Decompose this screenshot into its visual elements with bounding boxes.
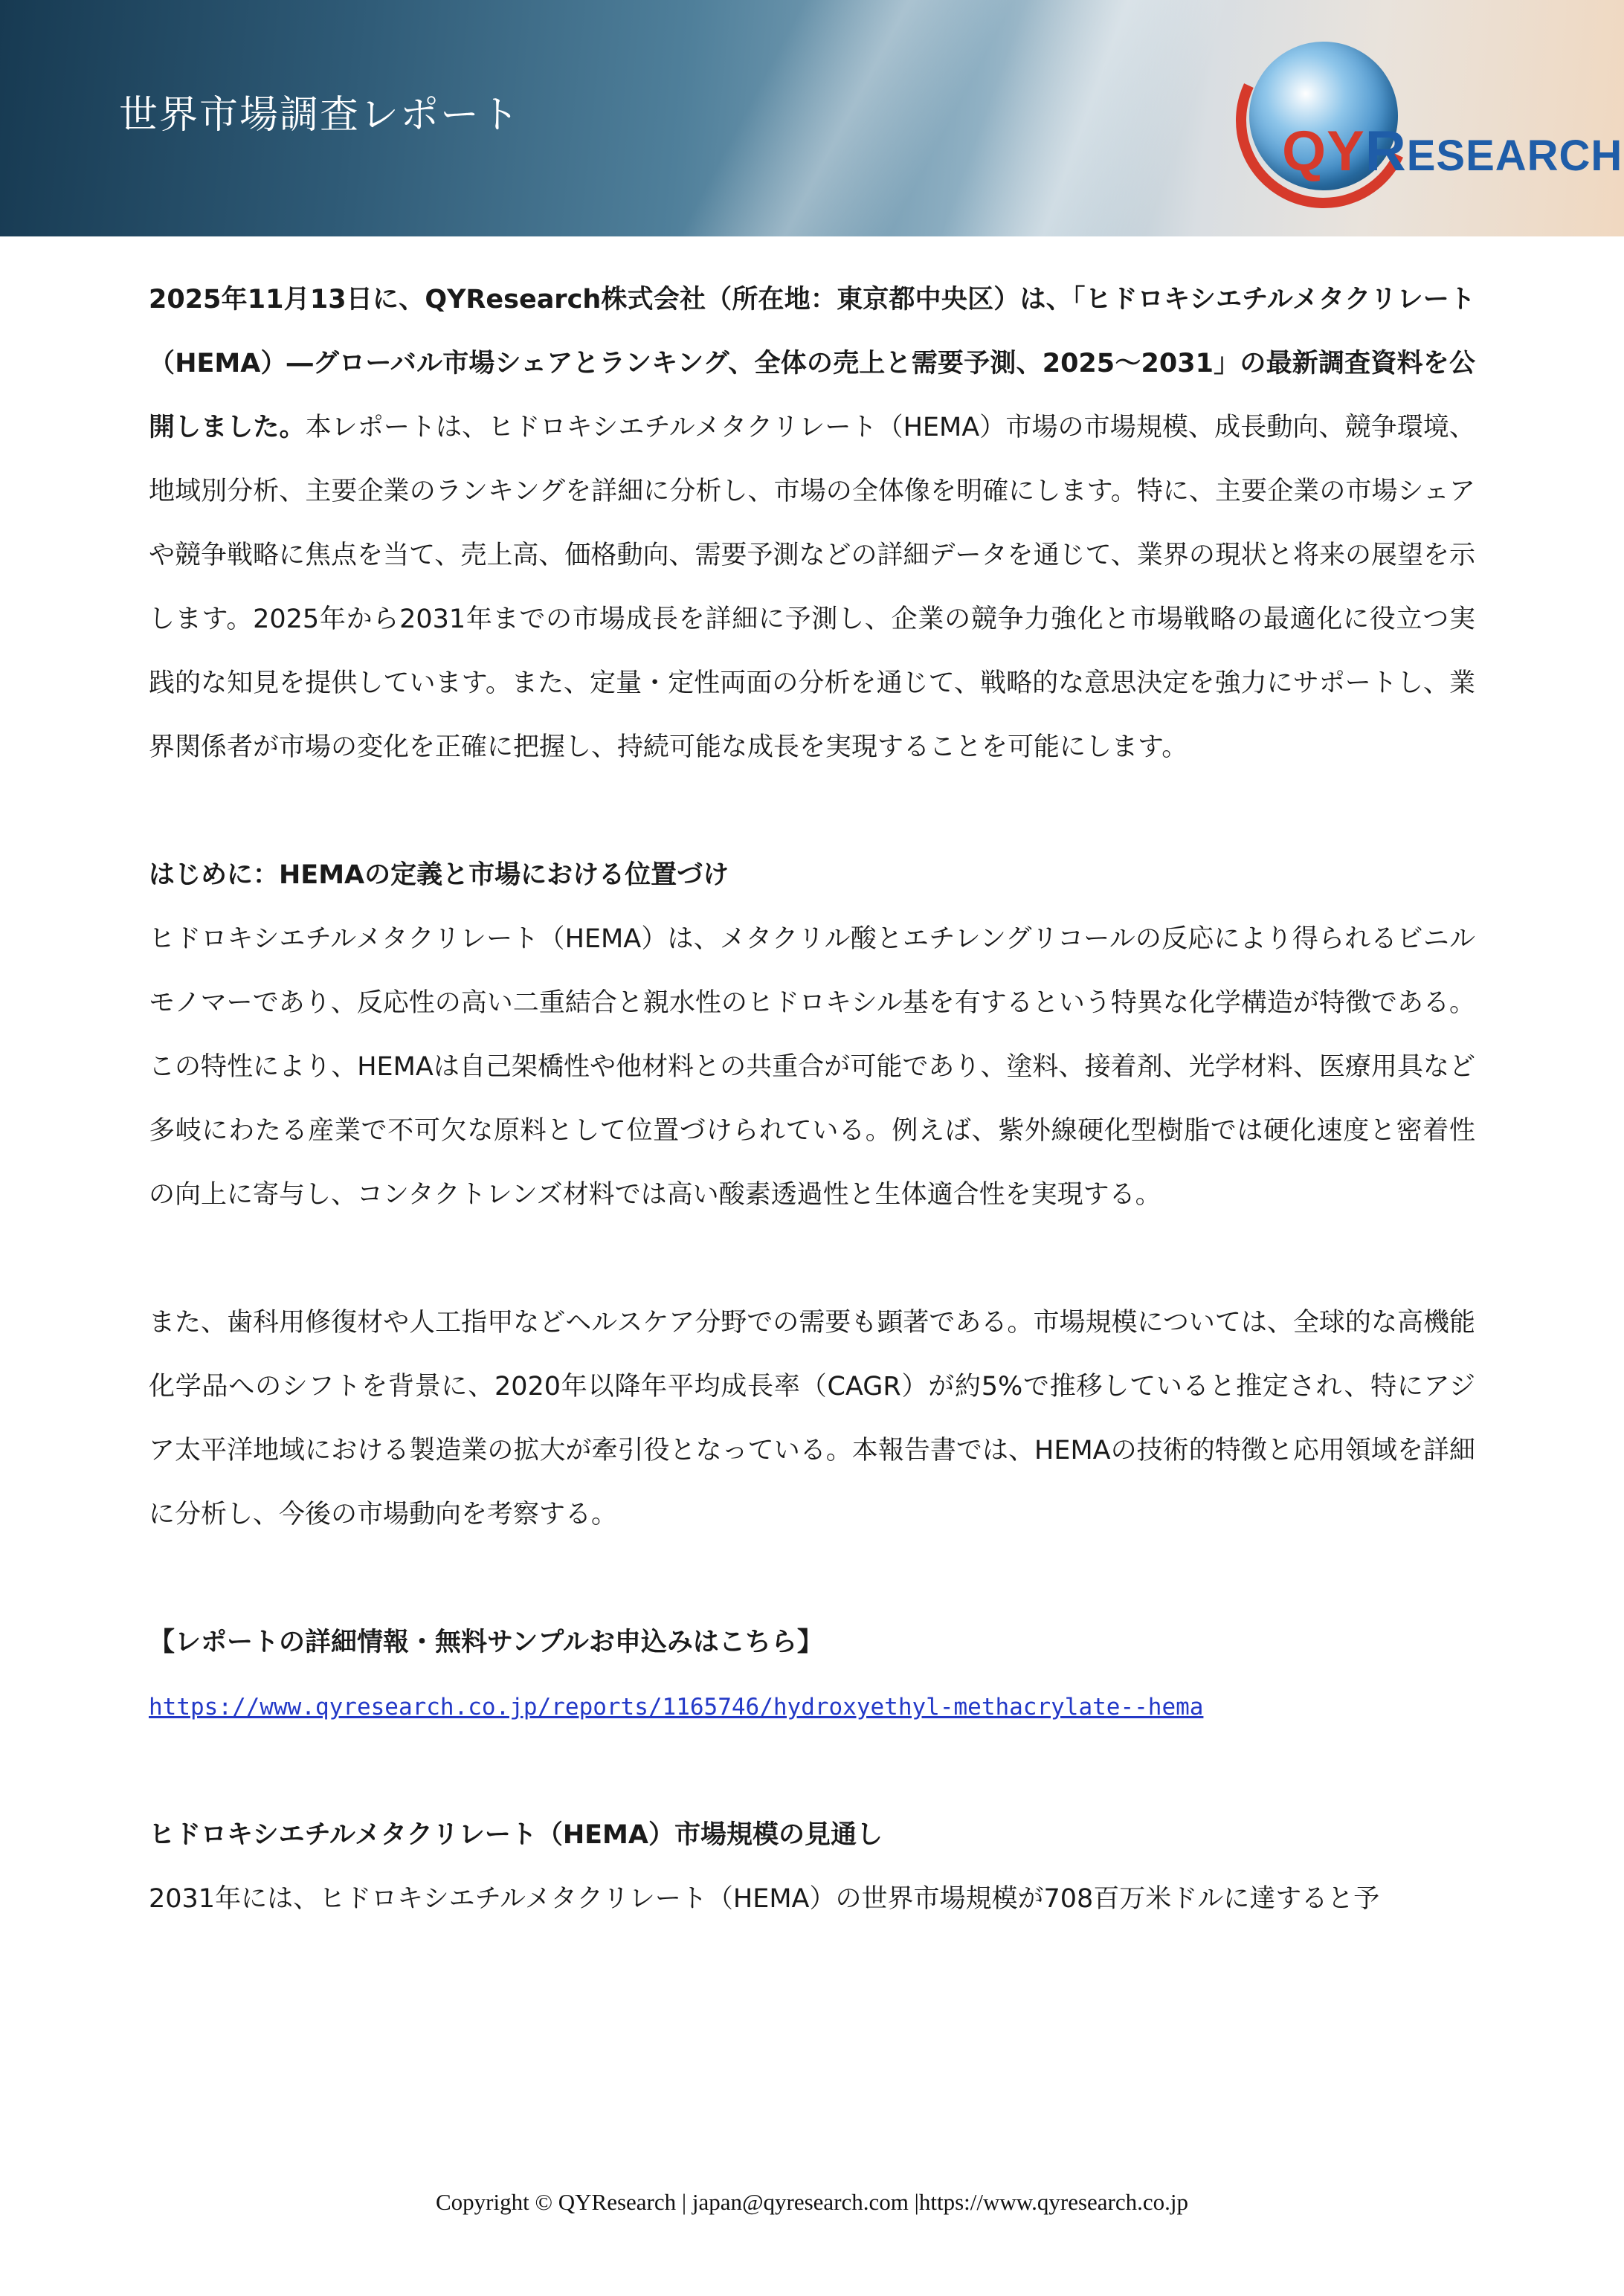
intro-body: 本レポートは、ヒドロキシエチルメタクリレート（HEMA）市場の市場規模、成長動向、競争環境、地域別分析、主要企業のランキングを詳細に分析し、市場の全体像を明確にします。特に、主要企業の市場シェアや競争戦略に焦点を当て、売上高、価格動向、需要予測などの詳細データを通じて、業界の現状と将来の展望を示します。2025年から2031年までの市場成長を詳細に予測し、企業の競争力強化と市場戦略の最適化に役立つ実践的な知見を提供しています。また、定量・定性両面の分析を通じて、戦略的な意思決定を強力にサポートし、業界関係者が市場の変化を正確に把握し、持続可能な成長を実現することを可能にします。 — [149, 413, 1475, 762]
section-outlook-paragraph: 2031年には、ヒドロキシエチルメタクリレート（HEMA）の世界市場規模が708百万米ドルに達すると予 — [149, 1884, 1380, 1914]
footer-copyright: Copyright © QYResearch | japan@qyresearch.com |https://www.qyresearch.co.jp — [435, 2189, 1188, 2215]
section-heading-intro: はじめに：HEMAの定義と市場における位置づけ — [149, 860, 729, 890]
cta-heading: 【レポートの詳細情報・無料サンプルお申込みはこちら】 — [149, 1628, 823, 1657]
intro-lead: 2025年11月13日に、QYResearch株式会社（所在地：東京都中央区）は、「ヒドロキシエチルメタクリレート（HEMA）―グローバル市場シェアとランキング、全体の売上と需要予測、2025～2031」の最新調査資料を公開しました。 — [149, 285, 1475, 442]
report-link[interactable]: https://www.qyresearch.co.jp/reports/1165746/hydroxyethyl-methacrylate--hema — [149, 1694, 1204, 1721]
logo-text: QYRESEARCH — [1282, 120, 1623, 183]
section-heading-outlook: ヒドロキシエチルメタクリレート（HEMA）市場規模の見通し — [149, 1820, 883, 1850]
header-banner — [0, 0, 1624, 236]
qyresearch-logo — [1219, 30, 1623, 208]
article-body — [149, 268, 1475, 1931]
section-intro-paragraph-2: また、歯科用修復材や人工指甲などヘルスケア分野での需要も顕著である。市場規模については、全球的な高機能化学品へのシフトを背景に、2020年以降年平均成長率（CAGR）が約5%で推移していると推定され、特にアジア太平洋地域における製造業の拡大が牽引役となっている。本報告書では、HEMAの技術的特徴と応用領域を詳細に分析し、今後の市場動向を考察する。 — [149, 1308, 1475, 1529]
header-title: 世界市場調査レポート — [119, 93, 521, 138]
section-intro-paragraph-1: ヒドロキシエチルメタクリレート（HEMA）は、メタクリル酸とエチレングリコールの反応により得られるビニルモノマーであり、反応性の高い二重結合と親水性のヒドロキシル基を有するという特異な化学構造が特徴である。この特性により、HEMAは自己架橋性や他材料との共重合が可能であり、塗料、接着剤、光学材料、医療用具など多岐にわたる産業で不可欠な原料として位置づけられている。例えば、紫外線硬化型樹脂では硬化速度と密着性の向上に寄与し、コンタクトレンズ材料では高い酸素透過性と生体適合性を実現する。 — [149, 924, 1475, 1210]
intro-paragraph — [149, 268, 1475, 779]
